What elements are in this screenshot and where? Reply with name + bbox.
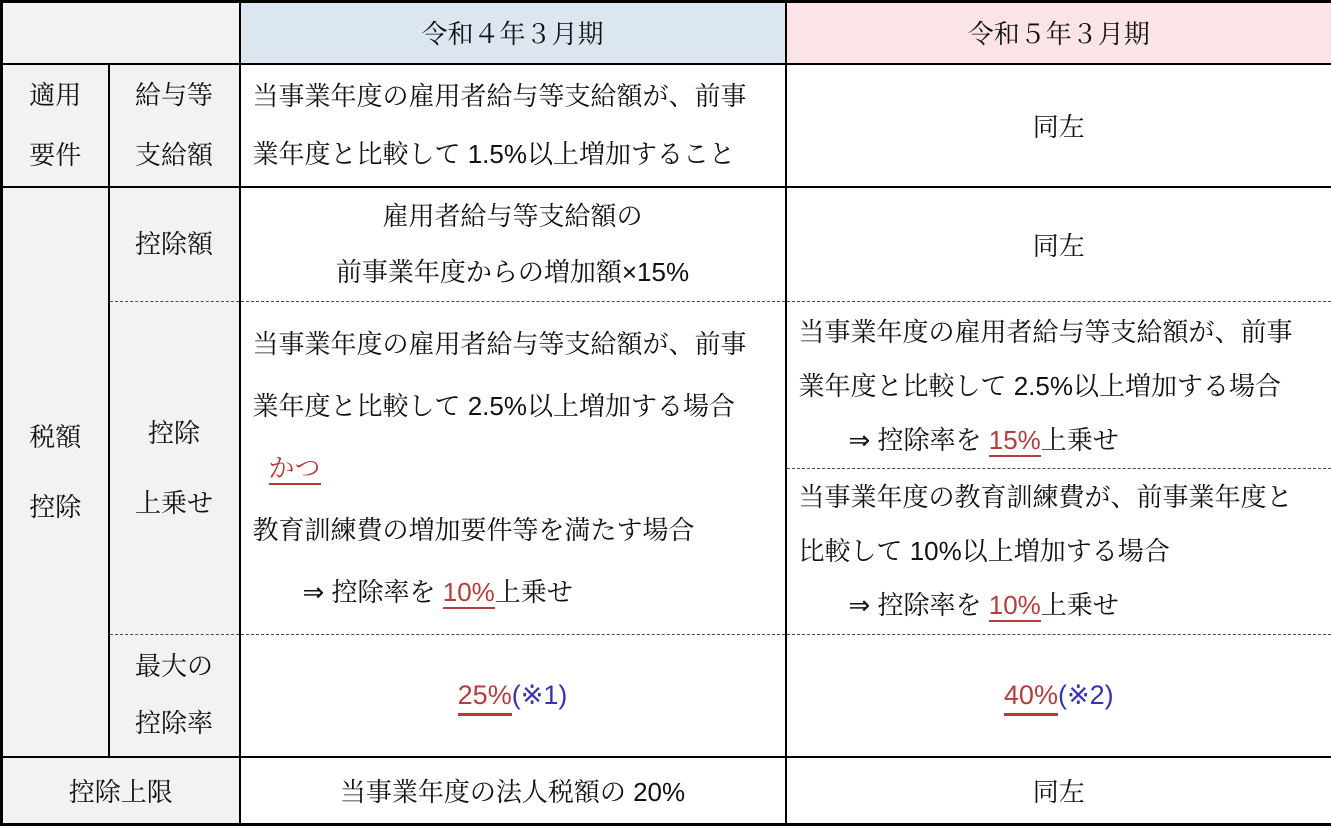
addon-r5-wage-condition (787, 304, 1331, 468)
cell-cap-r5-same: 同左 (786, 757, 1331, 825)
header-row (2, 2, 1331, 64)
header-fy-r4: 令和４年３月期 (240, 2, 786, 64)
row-label-line: 最大の (110, 638, 239, 695)
cell-credit-addon-r5 (786, 302, 1331, 635)
row-label-cap: 控除上限 (2, 757, 240, 825)
cell-applicability-r4 (240, 64, 786, 187)
row-label-salary-paid (109, 64, 240, 187)
addon-suffix: 上乗せ (1041, 425, 1119, 455)
addon-suffix: 上乗せ (495, 577, 573, 607)
row-credit-amount (2, 187, 1331, 302)
row-credit-addon (2, 302, 1331, 635)
addon-r5-training-condition (787, 468, 1331, 633)
group-label-line: 要件 (3, 125, 108, 185)
addon-rate: 10% (443, 577, 495, 609)
group-label-line: 税額 (3, 402, 108, 472)
group-label-tax-credit (2, 187, 109, 757)
header-fy-r5: 令和５年３月期 (786, 2, 1331, 64)
addon-result-line (253, 561, 773, 623)
arrow-prefix: ⇒ 控除率を (849, 590, 989, 620)
group-label-line: 控除 (3, 472, 108, 542)
group-label-line: 適用 (3, 65, 108, 125)
row-cap (2, 757, 1331, 825)
text-line: 業年度と比較して 1.5%以上増加すること (253, 125, 773, 183)
addon-rate: 10% (989, 590, 1041, 622)
addon-result-line (799, 578, 1320, 632)
row-label-max-rate (109, 635, 240, 757)
max-rate-note: (※2) (1058, 680, 1114, 710)
text-line: 当事業年度の雇用者給与等支給額が、前事 (799, 305, 1320, 359)
row-label-credit-amount: 控除額 (109, 187, 240, 302)
cell-cap-r4: 当事業年度の法人税額の 20% (240, 757, 786, 825)
cell-credit-addon-r4 (240, 302, 786, 635)
row-label-line: 上乗せ (110, 468, 239, 538)
row-label-line: 給与等 (110, 65, 239, 125)
max-rate-note: (※1) (512, 680, 568, 710)
row-label-line: 控除率 (110, 695, 239, 752)
addon-result-line (799, 413, 1320, 467)
cell-credit-amount-r5-same: 同左 (786, 187, 1331, 302)
addon-suffix: 上乗せ (1041, 590, 1119, 620)
text-line: 雇用者給与等支給額の (241, 188, 785, 244)
header-empty-cell (2, 2, 240, 64)
max-rate-value: 40% (1004, 680, 1058, 716)
cell-credit-amount-r4 (240, 187, 786, 302)
and-condition (253, 437, 773, 499)
addon-r5-split (787, 304, 1331, 633)
text-line: 当事業年度の雇用者給与等支給額が、前事 (253, 67, 773, 125)
arrow-prefix: ⇒ 控除率を (303, 577, 443, 607)
row-label-line: 控除 (110, 398, 239, 468)
and-keyword: かつ (269, 453, 321, 485)
cell-max-rate-r5 (786, 635, 1331, 757)
group-label-applicability (2, 64, 109, 187)
row-max-rate (2, 635, 1331, 757)
text-line: 当事業年度の教育訓練費が、前事業年度と (799, 470, 1320, 524)
text-line: 業年度と比較して 2.5%以上増加する場合 (799, 359, 1320, 413)
cell-applicability-r5-same: 同左 (786, 64, 1331, 187)
text-line: 当事業年度の雇用者給与等支給額が、前事 (253, 313, 773, 375)
arrow-prefix: ⇒ 控除率を (849, 425, 989, 455)
text-line: 教育訓練費の増加要件等を満たす場合 (253, 499, 773, 561)
cell-max-rate-r4 (240, 635, 786, 757)
max-rate-value: 25% (458, 680, 512, 716)
text-line: 業年度と比較して 2.5%以上増加する場合 (253, 375, 773, 437)
row-label-credit-addon (109, 302, 240, 635)
row-applicability (2, 64, 1331, 187)
text-line: 比較して 10%以上増加する場合 (799, 524, 1320, 578)
addon-rate: 15% (989, 425, 1041, 457)
row-label-line: 支給額 (110, 125, 239, 185)
text-line: 前事業年度からの増加額×15% (241, 244, 785, 300)
